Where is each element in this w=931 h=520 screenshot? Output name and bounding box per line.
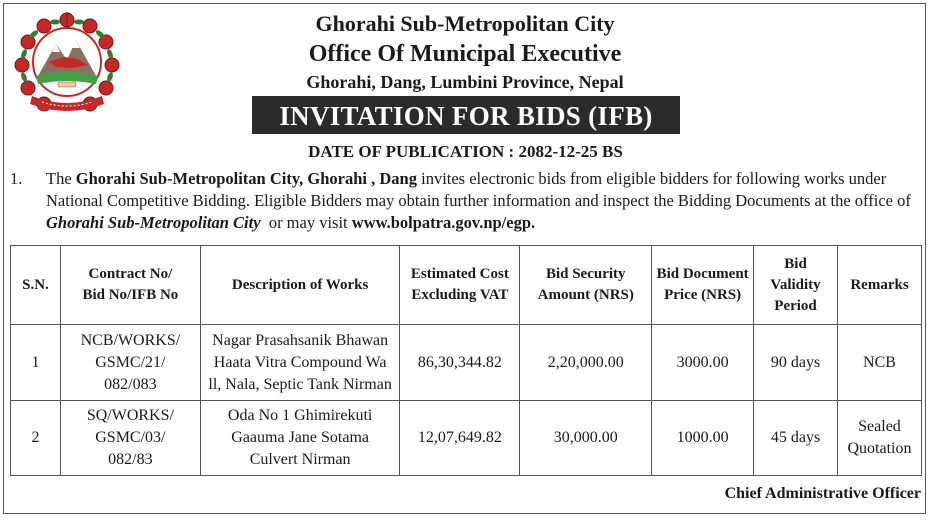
cell-validity: 45 days	[754, 401, 838, 476]
paragraph-number: 1.	[10, 169, 23, 188]
ifb-title-banner: INVITATION FOR BIDS (IFB)	[252, 96, 680, 134]
bids-table	[10, 245, 922, 476]
header-security: Bid Security Amount (NRS)	[520, 246, 652, 325]
table-row	[11, 325, 922, 401]
signature: Chief Administrative Officer	[724, 485, 921, 502]
header-description: Description of Works	[200, 246, 400, 325]
cell-description: Oda No 1 Ghimirekuti Gaauma Jane Sotama Culvert Nirman	[200, 401, 400, 476]
city-name: Ghorahi Sub-Metropolitan City	[315, 11, 615, 36]
office-address: Ghorahi, Dang, Lumbini Province, Nepal	[306, 72, 624, 92]
intro-office: Ghorahi Sub-Metropolitan City	[46, 213, 261, 232]
intro-text-2: invites electronic bids from eligible bidders for following works under National Competitive Bidding. Eligible Bidders may obtain further information and inspect the Bidding Documents at the office of	[46, 169, 911, 210]
header-validity: Bid Validity Period	[754, 246, 838, 325]
office-name: Office Of Municipal Executive	[308, 41, 622, 67]
cell-doc-price: 3000.00	[652, 325, 754, 401]
cell-sn: 1	[11, 325, 61, 401]
publication-date: DATE OF PUBLICATION : 2082-12-25 BS	[308, 142, 623, 161]
intro-text-3: or may visit	[260, 213, 352, 232]
intro-paragraph	[10, 168, 922, 234]
municipal-emblem-icon	[12, 10, 122, 120]
cell-doc-price: 1000.00	[652, 401, 754, 476]
cell-cost: 86,30,344.82	[400, 325, 520, 401]
cell-security: 30,000.00	[520, 401, 652, 476]
cell-contract: SQ/WORKS/ GSMC/03/ 082/83	[60, 401, 200, 476]
header-doc-price: Bid Document Price (NRS)	[652, 246, 754, 325]
header	[240, 10, 690, 94]
website-link[interactable]: www.bolpatra.gov.np/egp.	[351, 213, 536, 232]
cell-validity: 90 days	[754, 325, 838, 401]
header-contract: Contract No/ Bid No/IFB No	[60, 246, 200, 325]
table-header-row	[11, 246, 922, 325]
header-sn: S.N.	[11, 246, 61, 325]
header-remarks: Remarks	[837, 246, 921, 325]
intro-text-1: The	[46, 169, 76, 188]
cell-description: Nagar Prasahsanik Bhawan Haata Vitra Compound Wa ll, Nala, Septic Tank Nirman	[200, 325, 400, 401]
header-cost: Estimated Cost Excluding VAT	[400, 246, 520, 325]
intro-entity: Ghorahi Sub-Metropolitan City, Ghorahi , Dang	[75, 169, 417, 188]
cell-security: 2,20,000.00	[520, 325, 652, 401]
cell-remarks: Sealed Quotation	[837, 401, 921, 476]
cell-contract: NCB/WORKS/ GSMC/21/ 082/083	[60, 325, 200, 401]
cell-remarks: NCB	[837, 325, 921, 401]
paragraph-text	[46, 168, 922, 234]
cell-sn: 2	[11, 401, 61, 476]
table-row	[11, 401, 922, 476]
cell-cost: 12,07,649.82	[400, 401, 520, 476]
